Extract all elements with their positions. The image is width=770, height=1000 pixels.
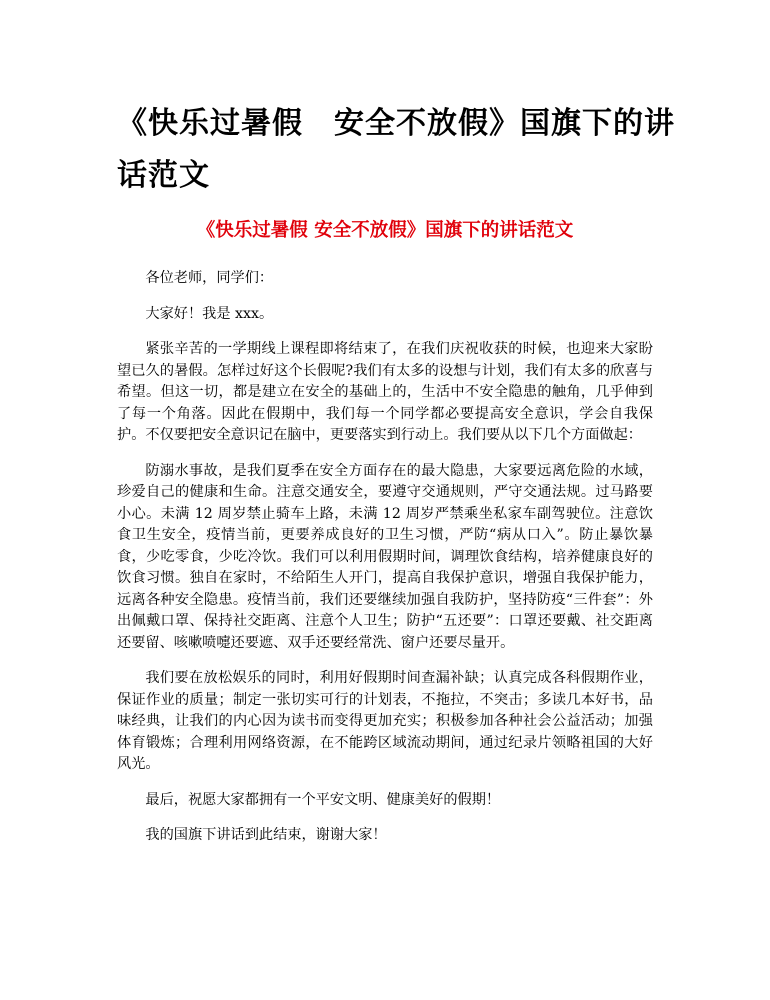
- intro-paragraph: 大家好！我是 xxx。: [145, 305, 274, 322]
- document-body: [117, 268, 653, 861]
- closing-paragraph: 最后，祝愿大家都拥有一个平安文明、健康美好的假期！: [145, 791, 501, 808]
- closing-paragraph: 我的国旗下讲话到此结束，谢谢大家！: [145, 827, 387, 843]
- body-paragraph: 防溺水事故，是我们夏季在安全方面存在的最大隐患，大家要远离危险的水域，珍爱自己的健康和生命。注意交通安全，要遵守交通规则，严守交通法规。过马路要小心。未满 12 周岁禁止骑车上路，未满 12 周岁严禁乘坐私家车副驾驶位。注意饮食卫生安全，疫情当前，更要养成良好的卫生习惯，严防“病从口入”。防止暴饮暴食，少吃零食，少吃冷饮。我们可以利用假期时间，调理饮食结构，培养健康良好的饮食习惯。独自在家时，不给陌生人开门，提高自我保护意识，增强自我保护能力，远离各种安全隐患。疫情当前，我们还要继续加强自我防护，坚持防疫“三件套”：外出佩戴口罩、保持社交距离、注意个人卫生；防护“五还要”：口罩还要戴、社交距离还要留、咳嗽喷嚏还要遮、双手还要经常洗、窗户还要尽量开。: [117, 462, 653, 651]
- document-subtitle: 《快乐过暑假 安全不放假》国旗下的讲话范文: [196, 220, 574, 241]
- body-paragraph: 紧张辛苦的一学期线上课程即将结束了，在我们庆祝收获的时候，也迎来大家盼望已久的暑假。怎样过好这个长假呢?我们有太多的设想与计划，我们有太多的欣喜与希望。但这一切，都是建立在安全的基础上的，生活中不安全隐患的触角，几乎伸到了每一个角落。因此在假期中，我们每一个同学都必要提高安全意识，学会自我保护。不仅要把安全意识记在脑中，更要落实到行动上。我们要从以下几个方面做起：: [117, 341, 653, 443]
- greeting-paragraph: 各位老师，同学们：: [145, 270, 274, 286]
- document-title: 《快乐过暑假 安全不放假》国旗下的讲话范文: [117, 106, 675, 193]
- body-paragraph: 我们要在放松娱乐的同时，利用好假期时间查漏补缺；认真完成各科假期作业，保证作业的质量；制定一张切实可行的计划表，不拖拉，不突击；多读几本好书，品味经典，让我们的内心因为读书而变得更加充实；积极参加各种社会公益活动；加强体育锻炼；合理利用网络资源，在不能跨区域流动期间，通过纪录片领略祖国的大好风光。: [117, 670, 653, 772]
